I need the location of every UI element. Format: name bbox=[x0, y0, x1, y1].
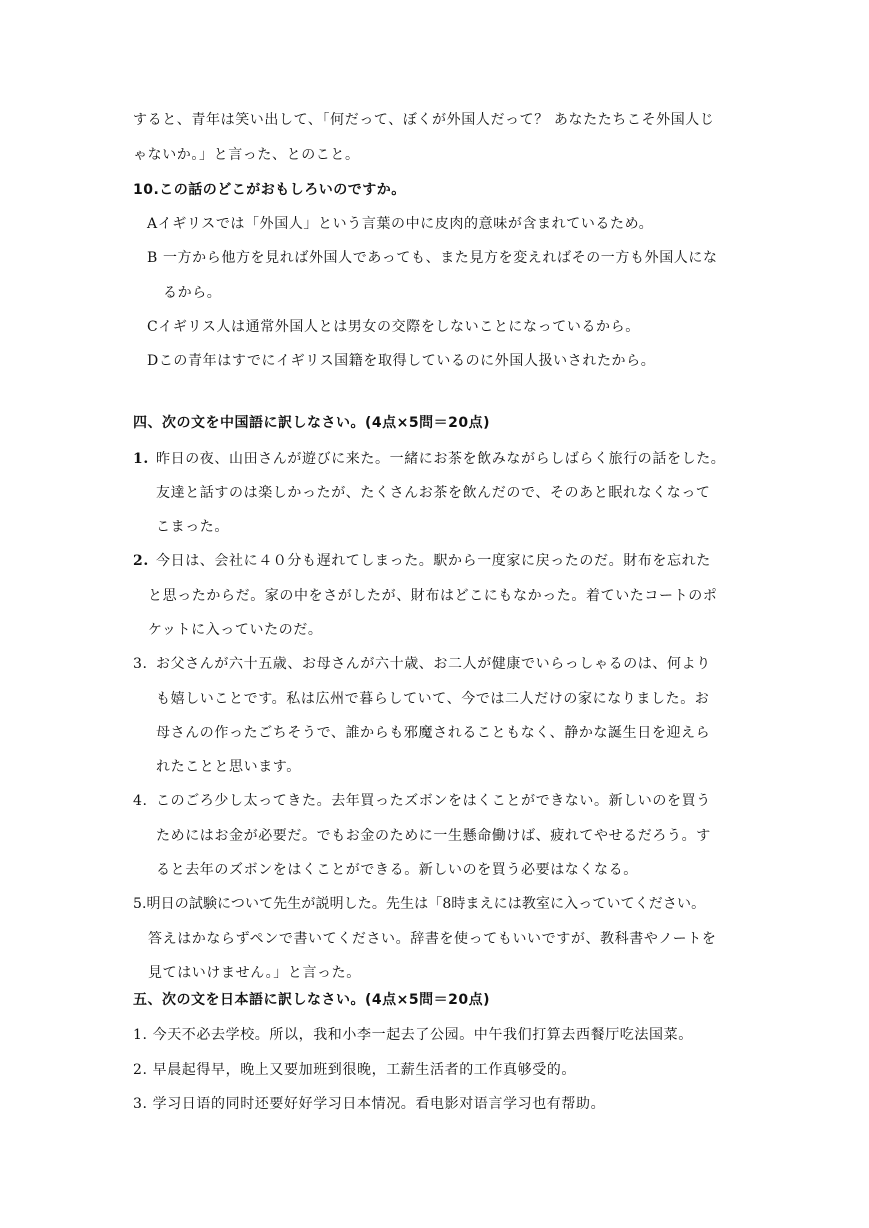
question-10: 10.この話のどこがおもしろいのですか。 bbox=[133, 182, 406, 198]
s4-item-3-line-3: 母さんの作ったごちそうで、誰からも邪魔されることもなく、静かな誕生日を迎えら bbox=[156, 725, 711, 741]
s4-item-1-number: 1. bbox=[133, 451, 149, 467]
s5-item-3: 3. 学习日语的同时还要好好学习日本情况。看电影对语言学习也有帮助。 bbox=[133, 1096, 606, 1112]
s4-item-4-line-2: ためにはお金が必要だ。でもお金のために一生懸命働けば、疲れてやせるだろう。す bbox=[156, 828, 711, 844]
s4-item-3-line-4: れたことと思います。 bbox=[156, 759, 301, 775]
s4-item-2-line-2: と思ったからだ。家の中をさがしたが、財布はどこにもなかった。着ていたコートのポ bbox=[148, 588, 718, 604]
intro-line-1: すると、青年は笑い出して、「何だって、ぼくが外国人だって？ あなたたちこそ外国人じ bbox=[133, 112, 715, 128]
q10-option-b-line-2: るから。 bbox=[163, 285, 222, 301]
s4-item-2-number: 2. bbox=[133, 553, 149, 569]
section-4-heading: 四、次の文を中国語に訳しなさい。(4点×5問＝20点) bbox=[133, 415, 490, 431]
s4-item-3-line-1: お父さんが六十五歳、お母さんが六十歳、お二人が健康でいらっしゃるのは、何より bbox=[156, 656, 711, 672]
q10-option-d: Dこの青年はすでにイギリス国籍を取得しているのに外国人扱いされたから。 bbox=[147, 353, 656, 369]
s4-item-4-line-3: ると去年のズボンをはくことができる。新しいのを買う必要はなくなる。 bbox=[156, 862, 638, 878]
s4-item-5-line-2: 答えはかならずペンで書いてください。辞書を使ってもいいですが、教科書やノートを bbox=[148, 931, 717, 947]
section-5-heading: 五、次の文を日本語に訳しなさい。(4点×5問＝20点) bbox=[133, 992, 490, 1008]
s4-item-3-number: 3. bbox=[133, 656, 148, 672]
s4-item-5-line-3: 見てはいけません。」と言った。 bbox=[148, 965, 361, 981]
intro-line-2: ゃないか。」と言った、とのこと。 bbox=[133, 147, 360, 163]
s4-item-1-line-3: こまった。 bbox=[156, 519, 229, 535]
q10-option-c: Cイギリス人は通常外国人とは男女の交際をしないことになっているから。 bbox=[147, 319, 640, 335]
s5-item-2: 2. 早晨起得早，晚上又要加班到很晚，工薪生活者的工作真够受的。 bbox=[133, 1062, 577, 1078]
s4-item-4-line-1: このごろ少し太ってきた。去年買ったズボンをはくことができない。新しいのを買う bbox=[156, 793, 711, 809]
s4-item-4-number: 4. bbox=[133, 793, 148, 809]
q10-option-a: Aイギリスでは「外国人」という言葉の中に皮肉的意味が含まれているため。 bbox=[147, 216, 654, 232]
s5-item-1: 1. 今天不必去学校。所以，我和小李一起去了公园。中午我们打算去西餐厅吃法国菜。 bbox=[133, 1027, 693, 1043]
s4-item-2-line-1: 今日は、会社に４０分も遅れてしまった。駅から一度家に戻ったのだ。財布を忘れた bbox=[156, 553, 711, 569]
s4-item-5-line-1: 5.明日の試験について先生が説明した。先生は「8時まえには教室に入っていてください。 bbox=[133, 896, 706, 912]
s4-item-3-line-2: も嬉しいことです。私は広州で暮らしていて、今では二人だけの家になりました。お bbox=[156, 691, 710, 707]
s4-item-1-line-1: 昨日の夜、山田さんが遊びに来た。一緒にお茶を飲みながらしばらく旅行の話をした。 bbox=[156, 451, 726, 467]
s4-item-2-line-3: ケットに入っていたのだ。 bbox=[148, 622, 323, 638]
q10-option-b-line-1: B 一方から他方を見れば外国人であっても、また見方を変えればその一方も外国人にな bbox=[147, 250, 718, 266]
s4-item-1-line-2: 友達と話すのは楽しかったが、たくさんお茶を飲んだので、そのあと眠れなくなって bbox=[156, 485, 711, 501]
